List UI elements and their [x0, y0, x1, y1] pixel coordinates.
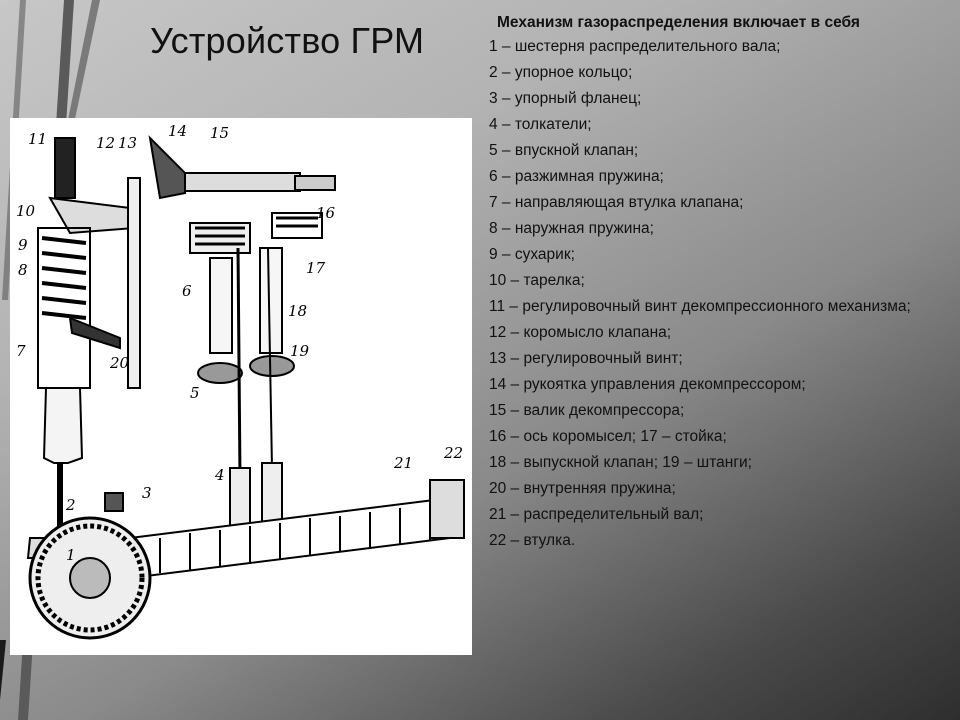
figure-label-5: 5 — [190, 384, 200, 402]
figure-label-14: 14 — [168, 122, 188, 140]
legend-item: 16 – ось коромысел; 17 – стойка; — [489, 428, 727, 445]
figure-label-4: 4 — [215, 466, 225, 484]
figure-label-9: 9 — [18, 236, 28, 254]
figure-label-7: 7 — [16, 342, 26, 360]
slide-title: Устройство ГРМ — [150, 20, 425, 61]
figure-label-8: 8 — [18, 261, 28, 279]
legend-item: 14 – рукоятка управления декомпрессором; — [489, 376, 806, 393]
legend-item: 6 – разжимная пружина; — [489, 168, 664, 185]
figure-label-10: 10 — [16, 202, 36, 220]
legend-list — [489, 38, 949, 549]
figure-label-6: 6 — [182, 282, 192, 300]
figure-label-3: 3 — [142, 484, 152, 502]
legend-heading: Механизм газораспределения включает в себя — [497, 14, 860, 31]
legend-item: 11 – регулировочный винт декомпрессионного механизма; — [489, 298, 911, 315]
figure-label-12: 12 — [96, 134, 116, 152]
legend-item: 21 – распределительный вал; — [489, 506, 704, 523]
legend-item: 9 – сухарик; — [489, 246, 575, 263]
legend-item: 2 – упорное кольцо; — [489, 64, 633, 81]
figure-label-17: 17 — [306, 259, 326, 277]
legend-item: 22 – втулка. — [489, 532, 576, 549]
legend-item: 18 – выпускной клапан; 19 – штанги; — [489, 454, 752, 471]
legend-item: 7 – направляющая втулка клапана; — [489, 194, 744, 211]
legend-item: 5 – впускной клапан; — [489, 142, 639, 159]
figure-label-18: 18 — [288, 302, 308, 320]
figure-label-22: 22 — [444, 444, 464, 462]
figure-label-16: 16 — [316, 204, 336, 222]
legend-item: 4 – толкатели; — [489, 116, 592, 133]
figure-label-11: 11 — [28, 130, 48, 148]
legend-panel — [489, 14, 949, 558]
valve-train-figure — [10, 118, 472, 655]
figure-label-13a: 13 — [118, 134, 138, 152]
legend-item: 15 – валик декомпрессора; — [489, 402, 685, 419]
legend-item: 20 – внутренняя пружина; — [489, 480, 676, 497]
legend-item: 10 – тарелка; — [489, 272, 585, 289]
figure-label-1: 1 — [66, 546, 76, 564]
engine-valve-train-diagram-icon — [10, 118, 472, 655]
figure-label-19: 19 — [290, 342, 310, 360]
figure-label-2: 2 — [66, 496, 76, 514]
legend-item: 3 – упорный фланец; — [489, 90, 642, 107]
figure-label-20: 20 — [110, 354, 130, 372]
legend-item: 1 – шестерня распределительного вала; — [489, 38, 781, 55]
legend-item: 8 – наружная пружина; — [489, 220, 654, 237]
legend-item: 12 – коромысло клапана; — [489, 324, 672, 341]
legend-item: 13 – регулировочный винт; — [489, 350, 683, 367]
figure-label-21: 21 — [394, 454, 414, 472]
figure-label-15: 15 — [210, 124, 230, 142]
